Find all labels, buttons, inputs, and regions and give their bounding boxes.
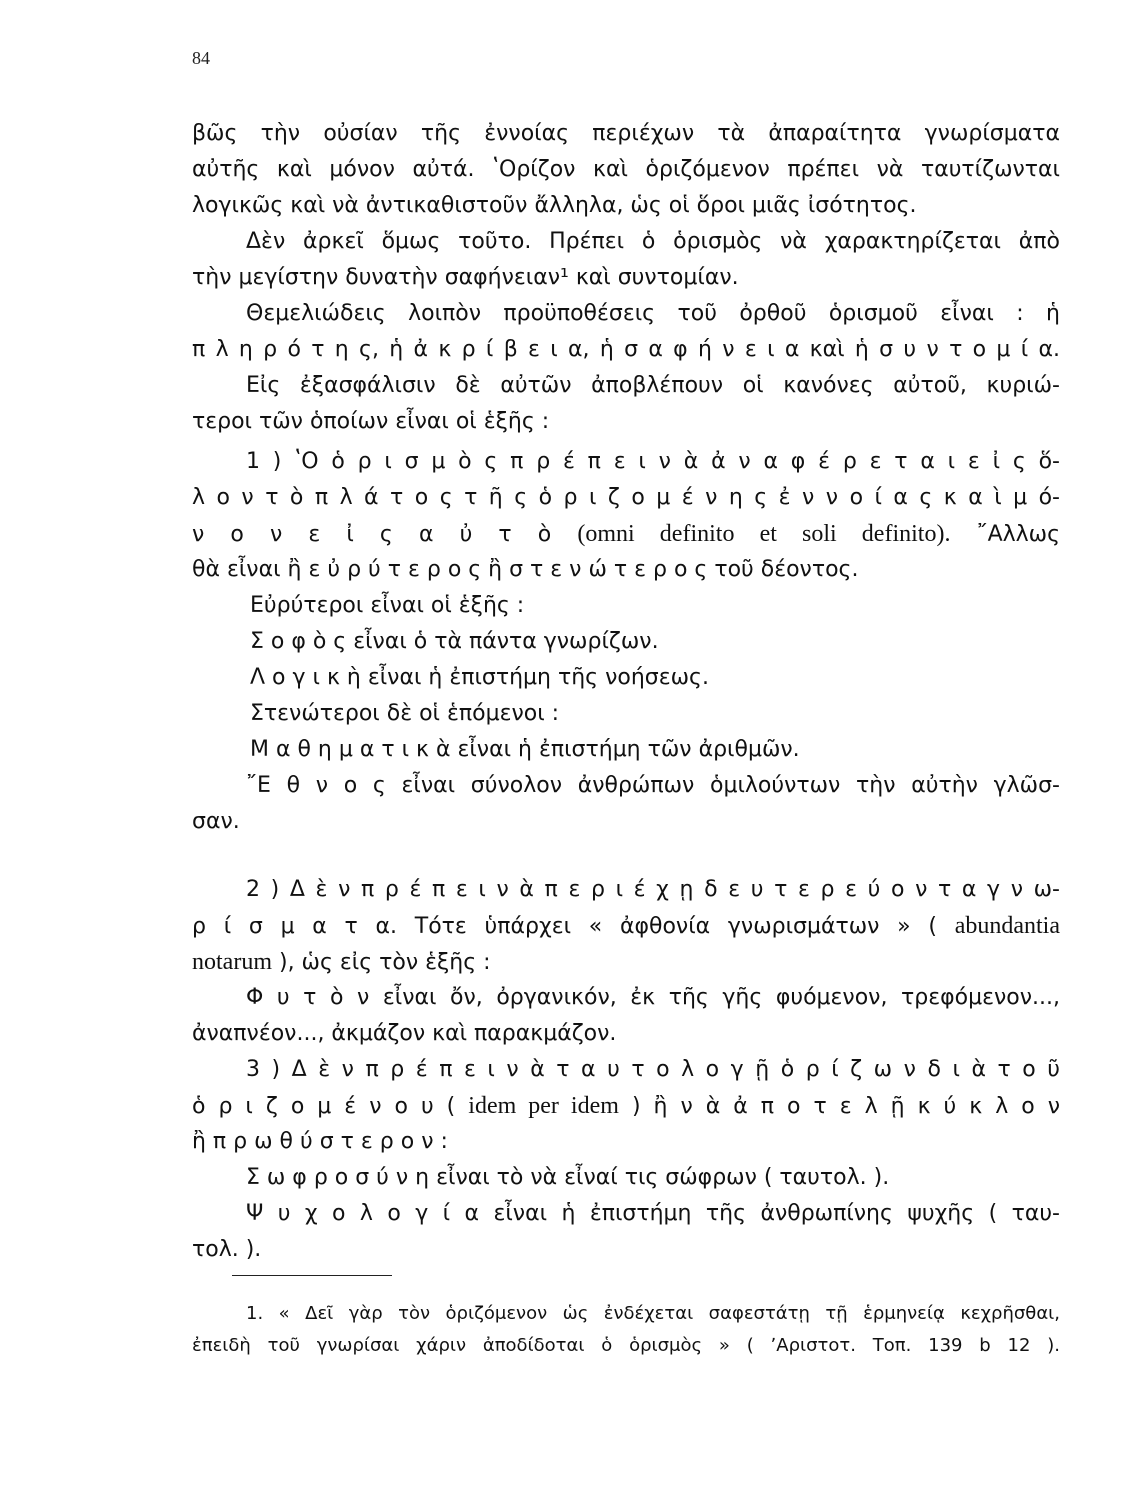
text-span: ) ἢ ν ὰ ἀ π ο τ ε λ ῇ κ ύ κ λ ο ν — [631, 1094, 1060, 1119]
text-span: ῎Αλλως — [976, 522, 1060, 547]
text-line: Δὲν ἀρκεῖ ὅμως τοῦτο. Πρέπει ὁ ὁρισμὸς νὰ χαρακτηρίζεται ἀπὸ — [246, 229, 1060, 254]
text-line: βῶς τὴν οὐσίαν τῆς ἐννοίας περιέχων τὰ ἀπαραίτητα γνωρίσματα — [192, 121, 1060, 146]
footnote-line: ἐπειδὴ τοῦ γνωρίσαι χάριν ἀποδίδοται ὁ ὁρισμὸς » ( ʼΑριστοτ. Τοπ. 139 b 12 ). — [192, 1335, 1060, 1356]
page-number: 84 — [192, 48, 210, 68]
text-line: Σ ο φ ὸ ς εἶναι ὁ τὰ πάντα γνωρίζων. — [250, 629, 659, 654]
text-line: λογικῶς καὶ νὰ ἀντικαθιστοῦν ἄλληλα, ὡς οἱ ὅροι μιᾶς ἰσότητος. — [192, 193, 917, 218]
text-span: ν ο ν ε ἰ ς α ὐ τ ὸ — [192, 522, 552, 547]
text-span: ρ ί σ μ α τ α. Τότε ὑπάρχει « ἀφθονία γνωρισμάτων » ( — [192, 914, 937, 939]
latin-phrase: notarum — [192, 949, 272, 975]
text-line: σαν. — [192, 809, 240, 834]
text-line: Εὐρύτεροι εἶναι οἱ ἑξῆς : — [250, 593, 525, 618]
text-line: Φ υ τ ὸ ν εἶναι ὄν, ὀργανικόν, ἐκ τῆς γῆς φυόμενον, τρεφόμενον..., — [246, 985, 1060, 1010]
text-line — [192, 518, 1060, 550]
text-line: Ψ υ χ ο λ ο γ ί α εἶναι ἡ ἐπιστήμη τῆς ἀνθρωπίνης ψυχῆς ( ταυ- — [246, 1201, 1060, 1226]
text-line: ἀναπνέον..., ἀκμάζον καὶ παρακμάζον. — [192, 1021, 617, 1046]
text-line: 3 ) Δ ὲ ν π ρ έ π ε ι ν ὰ τ α υ τ ο λ ο γ ῇ ὁ ρ ί ζ ω ν δ ι ὰ τ ο ῦ — [246, 1057, 1060, 1082]
text-line: Μ α θ η μ α τ ι κ ὰ εἶναι ἡ ἐπιστήμη τῶν ἀριθμῶν. — [250, 737, 800, 762]
latin-phrase: idem per idem — [468, 1093, 619, 1119]
latin-phrase: abundantia — [954, 913, 1060, 939]
text-line: ἢ π ρ ω θ ύ σ τ ε ρ ο ν : — [192, 1129, 448, 1154]
text-line: 2 ) Δ ὲ ν π ρ έ π ε ι ν ὰ π ε ρ ι έ χ ῃ δ ε υ τ ε ρ ε ύ ο ν τ α γ ν ω- — [246, 877, 1060, 902]
text-line — [192, 910, 1060, 942]
text-line: θὰ εἶναι ἢ ε ὐ ρ ύ τ ε ρ ο ς ἢ σ τ ε ν ώ τ ε ρ ο ς τοῦ δέοντος. — [192, 557, 859, 582]
text-line: αὐτῆς καὶ μόνον αὐτά. ʽΟρίζον καὶ ὁριζόμενον πρέπει νὰ ταυτίζωνται — [192, 157, 1060, 182]
text-line — [192, 946, 1060, 979]
text-line: τολ. ). — [192, 1237, 262, 1262]
text-span: ὁ ρ ι ζ ο μ έ ν ο υ ( — [192, 1094, 456, 1119]
text-line: Θεμελιώδεις λοιπὸν προϋποθέσεις τοῦ ὀρθοῦ ὁρισμοῦ εἶναι : ἡ — [246, 301, 1060, 326]
text-line: 1 ) ʽΟ ὁ ρ ι σ μ ὸ ς π ρ έ π ε ι ν ὰ ἀ ν α φ έ ρ ε τ α ι ε ἰ ς ὅ- — [246, 449, 1060, 474]
text-line: Λ ο γ ι κ ὴ εἶναι ἡ ἐπιστήμη τῆς νοήσεως. — [250, 665, 709, 690]
text-span: ), ὡς εἰς τὸν ἑξῆς : — [278, 950, 491, 975]
footnote-divider — [232, 1275, 392, 1276]
text-line: Εἰς ἐξασφάλισιν δὲ αὐτῶν ἀποβλέπουν οἱ κανόνες αὐτοῦ, κυριώ- — [246, 373, 1060, 398]
text-line: τεροι τῶν ὁποίων εἶναι οἱ ἑξῆς : — [192, 409, 550, 434]
text-line: τὴν μεγίστην δυνατὴν σαφήνειαν¹ καὶ συντομίαν. — [192, 265, 739, 290]
footnote-line: 1. « Δεῖ γὰρ τὸν ὁριζόμενον ὡς ἐνδέχεται σαφεστάτῃ τῇ ἑρμηνείᾳ κεχρῆσθαι, — [246, 1303, 1060, 1324]
text-line: Στενώτεροι δὲ οἱ ἑπόμενοι : — [250, 701, 560, 726]
latin-phrase: (omni definito et soli definito). — [577, 521, 951, 547]
text-line: λ ο ν τ ὸ π λ ά τ ο ς τ ῆ ς ὁ ρ ι ζ ο μ έ ν η ς ἐ ν ν ο ί α ς κ α ὶ μ ό- — [192, 485, 1060, 510]
text-line: π λ η ρ ό τ η ς, ἡ ἀ κ ρ ί β ε ι α, ἡ σ α φ ή ν ε ι α καὶ ἡ σ υ ν τ ο μ ί α. — [192, 337, 1060, 362]
text-line: ῎Ε θ ν ο ς εἶναι σύνολον ἀνθρώπων ὁμιλούντων τὴν αὐτὴν γλῶσ- — [246, 773, 1060, 798]
text-line: Σ ω φ ρ ο σ ύ ν η εἶναι τὸ νὰ εἶναί τις σώφρων ( ταυτολ. ). — [246, 1165, 890, 1190]
text-line — [192, 1090, 1060, 1122]
